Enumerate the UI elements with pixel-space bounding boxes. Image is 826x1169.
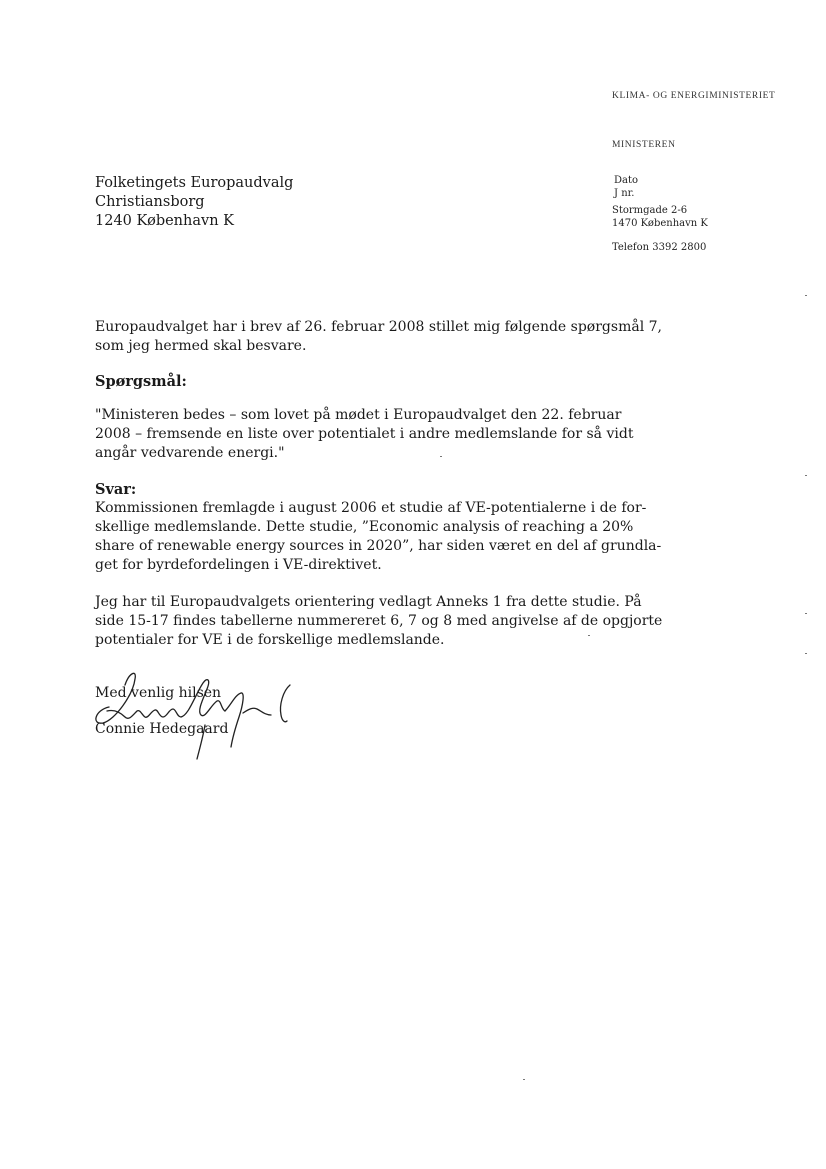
answer-heading: Svar: <box>95 481 137 498</box>
ministry-name: KLIMA- OG ENERGIMINISTERIET <box>612 91 776 101</box>
meta-phone: Telefon 3392 2800 <box>612 242 707 253</box>
scan-speck <box>440 456 442 457</box>
text-line: som jeg hermed skal besvare. <box>95 338 307 354</box>
text-line: side 15-17 findes tabellerne nummereret 6, 7 og 8 med angivelse af de opgjorte <box>95 613 663 629</box>
recipient-address <box>95 174 293 231</box>
intro-paragraph <box>95 318 662 356</box>
scan-speck <box>805 653 807 654</box>
text-line: Kommissionen fremlagde i august 2006 et studie af VE-potentialerne i de for- <box>95 500 647 516</box>
department-name: MINISTEREN <box>612 140 676 150</box>
scan-speck <box>805 613 807 614</box>
text-line: potentialer for VE i de forskellige medlemslande. <box>95 632 445 648</box>
text-line: Jeg har til Europaudvalgets orientering vedlagt Anneks 1 fra dette studie. På <box>95 594 642 610</box>
text-line: 2008 – fremsende en liste over potentialet i andre medlemslande for så vidt <box>95 426 634 442</box>
signatory-name: Connie Hedegaard <box>95 721 229 737</box>
text-line: Europaudvalget har i brev af 26. februar 2008 stillet mig følgende spørgsmål 7, <box>95 319 662 335</box>
meta-city: 1470 København K <box>612 218 708 229</box>
closing-greeting: Med venlig hilsen <box>95 685 222 701</box>
text-line: "Ministeren bedes – som lovet på mødet i Europaudvalget den 22. februar <box>95 407 622 423</box>
recipient-line: Folketingets Europaudvalg <box>95 175 294 191</box>
text-line: share of renewable energy sources in 2020”, har siden været en del af grundla- <box>95 538 662 554</box>
scan-speck <box>523 1079 525 1080</box>
text-line: skellige medlemslande. Dette studie, ”Economic analysis of reaching a 20% <box>95 519 634 535</box>
scan-speck <box>805 295 807 296</box>
scan-speck <box>588 635 590 636</box>
scan-speck <box>805 475 807 476</box>
recipient-line: 1240 København K <box>95 213 234 229</box>
question-paragraph <box>95 406 634 463</box>
answer-paragraph-2 <box>95 593 663 650</box>
handwritten-signature <box>85 665 305 765</box>
question-heading: Spørgsmål: <box>95 373 187 390</box>
meta-date-label: Dato <box>614 175 639 186</box>
meta-street: Stormgade 2-6 <box>612 205 688 216</box>
answer-paragraph-1 <box>95 499 662 575</box>
recipient-line: Christiansborg <box>95 194 205 210</box>
meta-journal-label: J nr. <box>614 188 635 199</box>
letter-meta <box>612 174 708 254</box>
text-line: angår vedvarende energi." <box>95 445 285 461</box>
text-line: get for byrdefordelingen i VE-direktivet. <box>95 557 382 573</box>
